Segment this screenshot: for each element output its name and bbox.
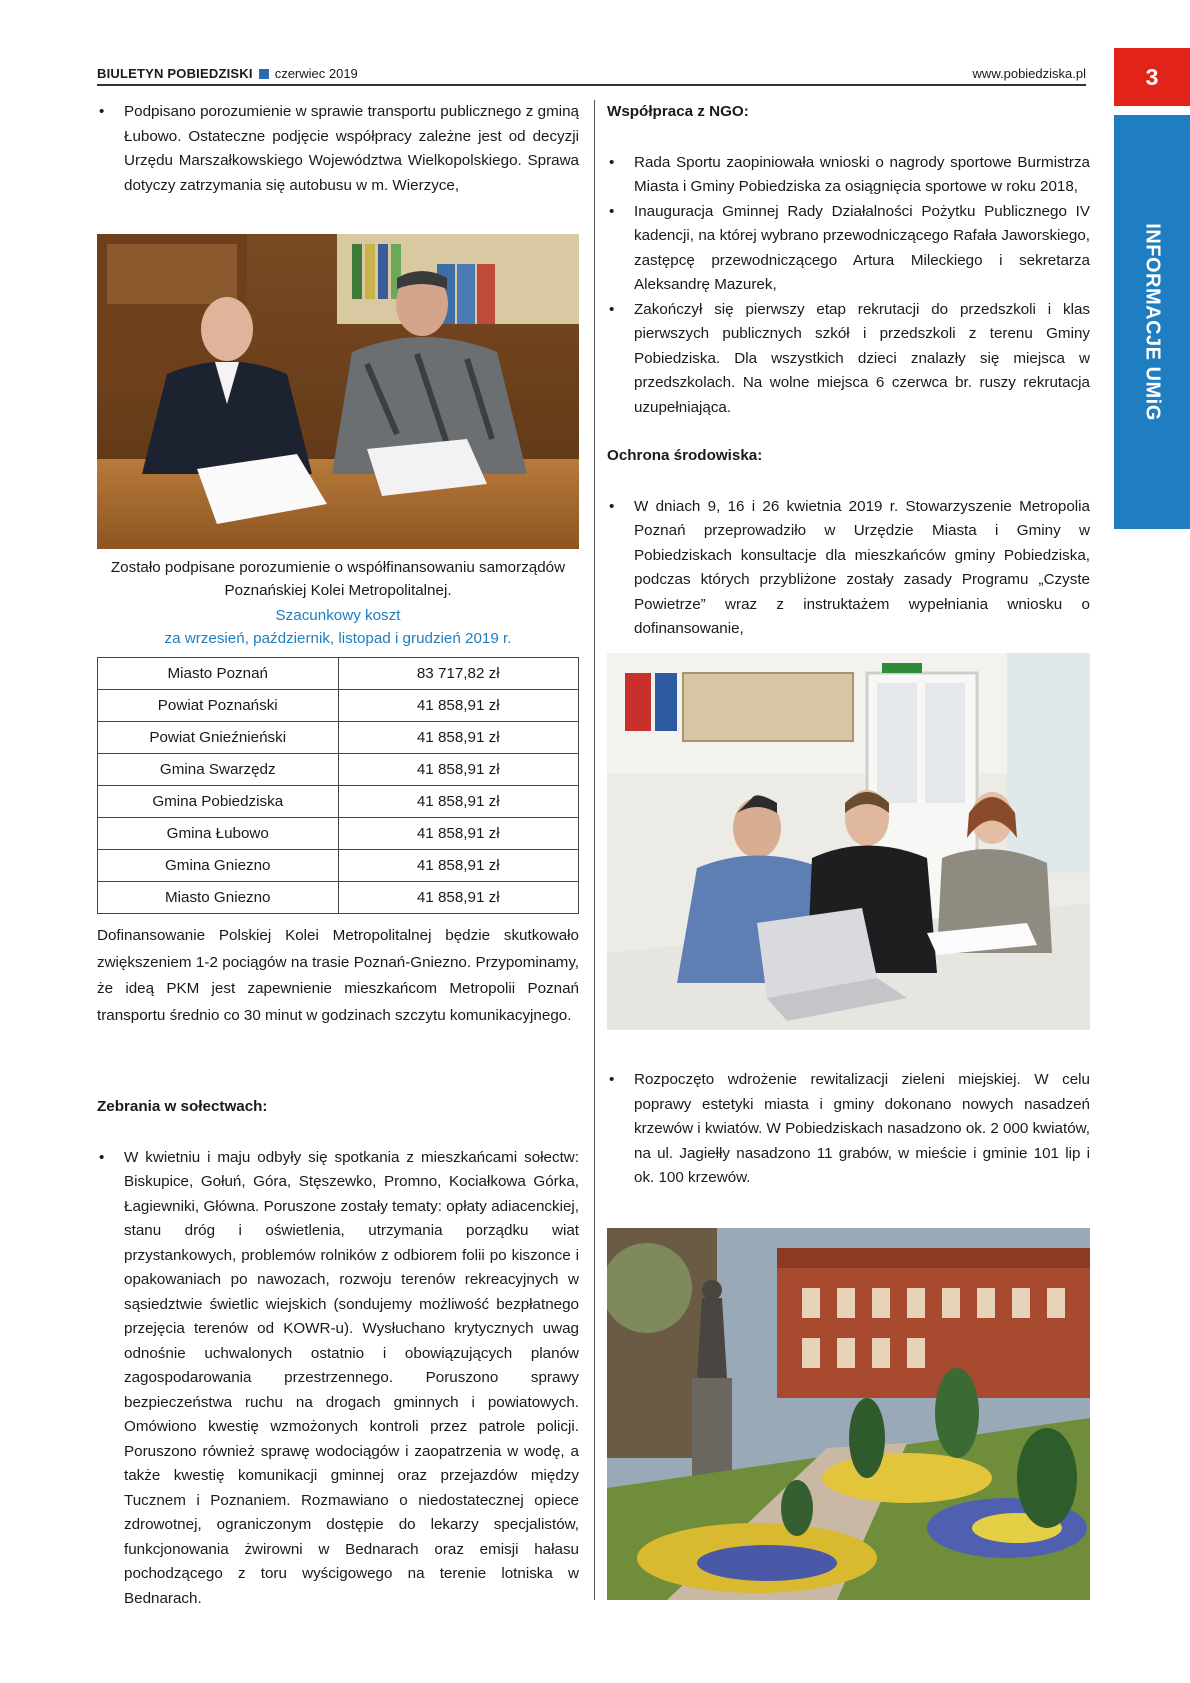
running-header: [97, 66, 358, 81]
transport-bullet: • Podpisano porozumienie w sprawie transportu publicznego z gminą Łubowo. Ostateczne podjęcie współpracy zależne jest od decyzji Urzędu Marszałkowskiego Województwa Wielkopolskiego. Sprawa dotyczy zatrzymania się autobusu w m. Wierzyce,: [97, 100, 579, 198]
row-amount: 41 858,91 zł: [338, 882, 579, 914]
row-name: Miasto Poznań: [98, 658, 339, 690]
row-amount: 41 858,91 zł: [338, 722, 579, 754]
pkm-paragraph: Dofinansowanie Polskiej Kolei Metropolitalnej będzie skutkowało zwiększeniem 1-2 pociągów na trasie Poznań-Gniezno. Przypominamy, że ideą PKM jest zapewnienie mieszkańcom Metropolii Poznań transportu średnio co 30 minut w godzinach szczytu komunikacyjnego.: [97, 927, 579, 1024]
ngo-bullet-recruitment: • Zakończył się pierwszy etap rekrutacji do przedszkoli i klas pierwszych publicznych szkół i przedszkoli z terenu Gminy Pobiedziska. Dla wszystkich dzieci znalazły się miejsca w przedszkolach. Na wolne miejsca 6 czerwca br. ruszy rekrutacja uzupełniająca.: [607, 298, 1090, 421]
section-tab: [1114, 115, 1190, 529]
revitalization-bullet: • Rozpoczęto wdrożenie rewitalizacji zieleni miejskiej. W celu poprawy estetyki miasta i gminy dokonano nowych nasadzeń krzewów i kwiatów. W Pobiedziskach nasadzono ok. 2 000 kwiatów, na ul. Jagiełły nasadzono 11 grabów, w mieście i gminie 101 lip i ok. 100 krzewów.: [607, 1068, 1090, 1191]
photo-caption: Zostało podpisane porozumienie o współfinansowaniu samorządów Poznańskiej Kolei Metropolitalnej.: [110, 559, 566, 599]
left-column: [97, 100, 579, 198]
row-amount: 41 858,91 zł: [338, 850, 579, 882]
table-row: [98, 690, 579, 722]
consultation-photo-graphic: [607, 653, 1090, 1030]
meetings-title: Zebrania w sołectwach:: [97, 1098, 268, 1115]
row-amount: 41 858,91 zł: [338, 818, 579, 850]
cost-table: [97, 657, 579, 914]
table-title-line-2: za wrzesień, październik, listopad i grudzień 2019 r.: [164, 630, 512, 647]
row-amount: 83 717,82 zł: [338, 658, 579, 690]
row-name: Powiat Poznański: [98, 690, 339, 722]
row-amount: 41 858,91 zł: [338, 690, 579, 722]
row-name: Gmina Pobiedziska: [98, 786, 339, 818]
header-rule: [97, 84, 1086, 86]
ngo-title: Współpraca z NGO:: [607, 103, 749, 120]
signing-photo: [97, 234, 579, 549]
garden-photo-graphic: [607, 1228, 1090, 1600]
revitalization-block: [607, 1068, 1090, 1191]
ngo-bullet-council: • Inauguracja Gminnej Rady Działalności Pożytku Publicznego IV kadencji, na której wybrano przewodniczącego Rafała Jaworskiego, zastępcę przewodniczącego Artura Mileckiego i sekretarza Aleksandrę Mazurek,: [607, 200, 1090, 298]
publication-name: BIULETYN POBIEDZISKI: [97, 66, 253, 81]
env-title: Ochrona środowiska:: [607, 447, 763, 464]
row-name: Powiat Gnieźnieński: [98, 722, 339, 754]
ngo-bullet-sports: • Rada Sportu zaopiniowała wnioski o nagrody sportowe Burmistrza Miasta i Gminy Pobiedziska za osiągnięcia sportowe w roku 2018,: [607, 151, 1090, 200]
table-row: [98, 786, 579, 818]
meetings-bullet: • W kwietniu i maju odbyły się spotkania z mieszkańcami sołectw: Biskupice, Gołuń, Góra, Stęszewko, Promno, Kociałkowa Górka, Łagiewniki, Główna. Poruszone zostały tematy: opłaty adiacenckiej, stanu dróg i oświetlenia, utrzymania porządku wiat przystankowych, problemów rolników z odbiorem folii po kiszonce i opakowaniach po nawozach, rozwoju terenów rekreacyjnych w sąsiedztwie świetlic wiejskich (sondujemy możliwość bezpłatnego przejęcia terenów od KOWR-u). Wysłuchano krytycznych uwag odnośnie uchwalonych ostatnio i obowiązujących planów zagospodarowania przestrzennego. Poruszono sprawy bezpieczeństwa ruchu na drogach gminnych i powiatowych. Omówiono kwestię wzmożonych kontroli przez patrole policji. Poruszono również sprawę wodociągów i zaopatrzenia w wodę, a także kwestię komunikacji gminnej oraz przejazdów między Tucznem i Poznaniem. Rozmawiano o niedostatecznej opiece zdrowotnej, ograniczonym dostępie do lekarzy specjalistów, funkcjonowania żwirowni w Bednarach oraz emisji hałasu pochodzącego z toru wyścigowego na terenie lotniska w Bednarach.: [97, 1146, 579, 1612]
website-link[interactable]: www.pobiedziska.pl: [972, 66, 1086, 81]
table-row: [98, 658, 579, 690]
row-amount: 41 858,91 zł: [338, 786, 579, 818]
ngo-block: [607, 100, 1090, 642]
table-row: [98, 754, 579, 786]
section-tab-label: INFORMACJE UMiG: [1141, 223, 1164, 421]
table-row: [98, 722, 579, 754]
row-amount: 41 858,91 zł: [338, 754, 579, 786]
pkm-block: [97, 923, 579, 1029]
table-row: [98, 882, 579, 914]
header-square-icon: [259, 69, 269, 79]
table-row: [98, 818, 579, 850]
column-divider: [594, 100, 595, 1600]
table-title-line-1: Szacunkowy koszt: [275, 607, 401, 624]
table-row: [98, 850, 579, 882]
env-bullet: • W dniach 9, 16 i 26 kwietnia 2019 r. Stowarzyszenie Metropolia Poznań przeprowadziło w Urzędzie Miasta i Gminy w Pobiedziskach konsultacje dla mieszkańców gminy Pobiedziska, podczas których przybliżone zostały zasady Programu „Czyste Powietrze” wraz z instruktażem wypełniania wniosku o dofinansowanie,: [607, 495, 1090, 642]
row-name: Gmina Swarzędz: [98, 754, 339, 786]
page-number: 3: [1114, 48, 1190, 106]
row-name: Miasto Gniezno: [98, 882, 339, 914]
signing-photo-graphic: [97, 234, 579, 549]
consultation-photo: [607, 653, 1090, 1030]
row-name: Gmina Gniezno: [98, 850, 339, 882]
garden-photo: [607, 1228, 1090, 1600]
meetings-block: [97, 1095, 579, 1611]
issue-date: czerwiec 2019: [274, 66, 358, 81]
row-name: Gmina Łubowo: [98, 818, 339, 850]
